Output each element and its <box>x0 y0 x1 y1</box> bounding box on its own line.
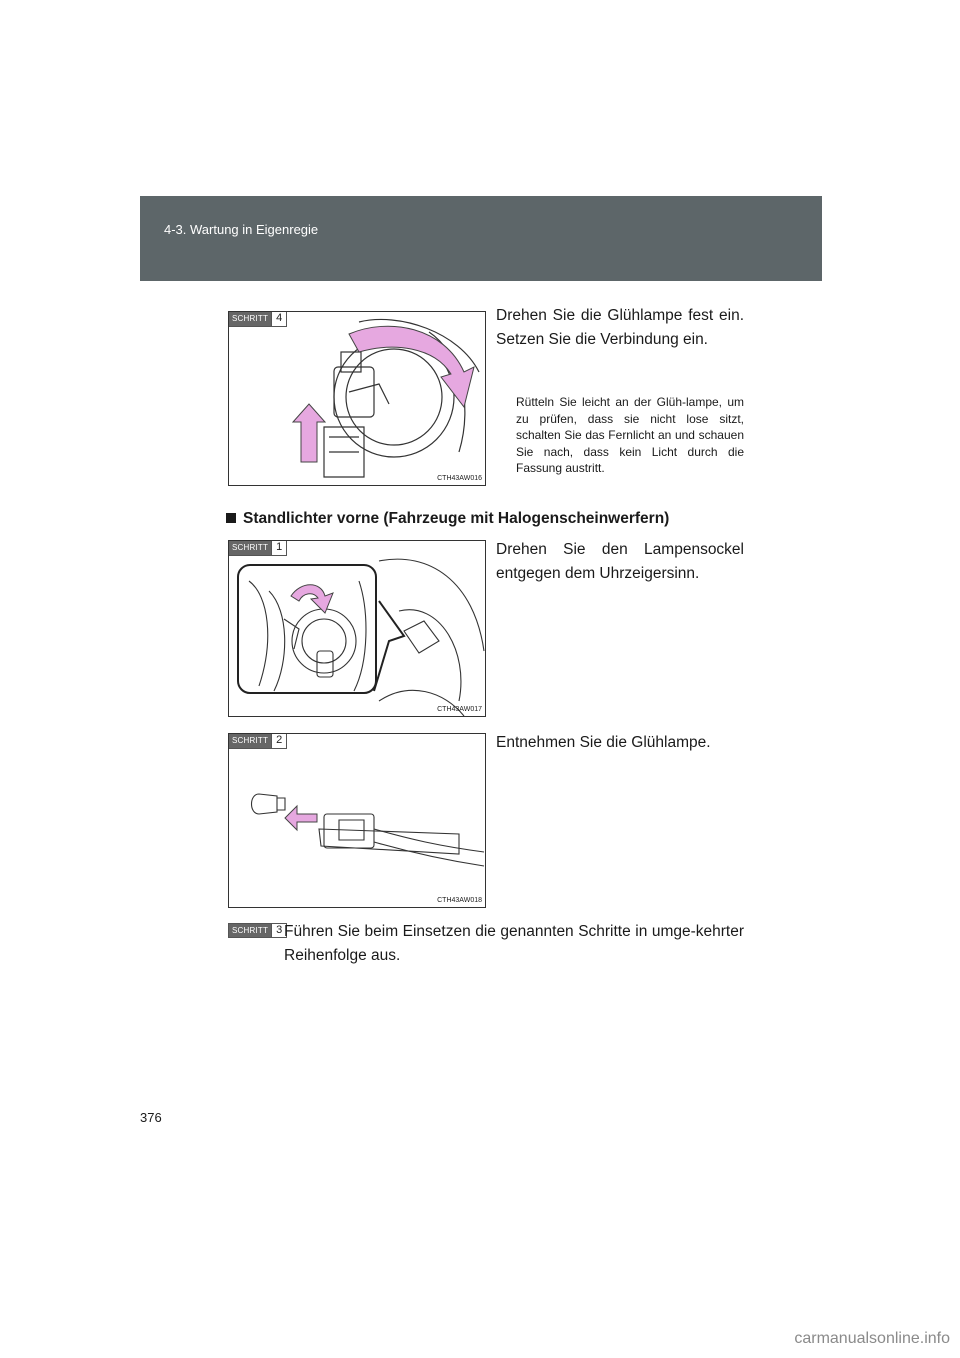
step-4-note: Rütteln Sie leicht an der Glüh-lampe, um zu prüfen, dass sie nicht lose sitzt, schalten Sie das Fernlicht an und schauen Sie nach, dass kein Licht durch die Fassung austritt. <box>516 395 744 475</box>
bulb-insert-illustration <box>229 312 486 486</box>
figure-bulb-insert <box>228 311 486 486</box>
chapter-header <box>140 196 822 281</box>
step-1-instruction: Drehen Sie den Lampensockel entgegen dem Uhrzeigersinn. <box>496 541 744 582</box>
figure-socket-rotate <box>228 540 486 717</box>
section-title: 4-3. Wartung in Eigenregie <box>164 222 319 237</box>
bulb-remove-illustration <box>229 734 486 908</box>
figure-code: CTH43AW016 <box>437 475 482 482</box>
step-2-instruction: Entnehmen Sie die Glühlampe. <box>496 734 711 751</box>
insert-arrow-icon <box>293 404 325 462</box>
step-badge-2: SCHRITT 2 <box>229 734 287 749</box>
step-badge-1: SCHRITT 1 <box>229 541 287 556</box>
step-3-instruction: Führen Sie beim Einsetzen die genannten Schritte in umge-kehrter Reihenfolge aus. <box>284 923 744 964</box>
figure-code: CTH43AW018 <box>437 897 482 904</box>
step-4-instruction: Drehen Sie die Glühlampe fest ein. Setzen Sie die Verbindung ein. <box>496 307 744 348</box>
watermark: carmanualsonline.info <box>794 1330 950 1347</box>
socket-rotate-illustration <box>229 541 486 717</box>
section-heading: Standlichter vorne (Fahrzeuge mit Halogenscheinwerfern) <box>226 510 669 528</box>
step-badge-3: SCHRITT 3 <box>228 923 287 938</box>
pull-arrow-icon <box>285 806 317 830</box>
figure-bulb-remove <box>228 733 486 908</box>
figure-code: CTH43AW017 <box>437 706 482 713</box>
square-bullet-icon <box>226 513 236 523</box>
step-badge-4: SCHRITT 4 <box>229 312 287 327</box>
page-number: 376 <box>140 1110 162 1125</box>
